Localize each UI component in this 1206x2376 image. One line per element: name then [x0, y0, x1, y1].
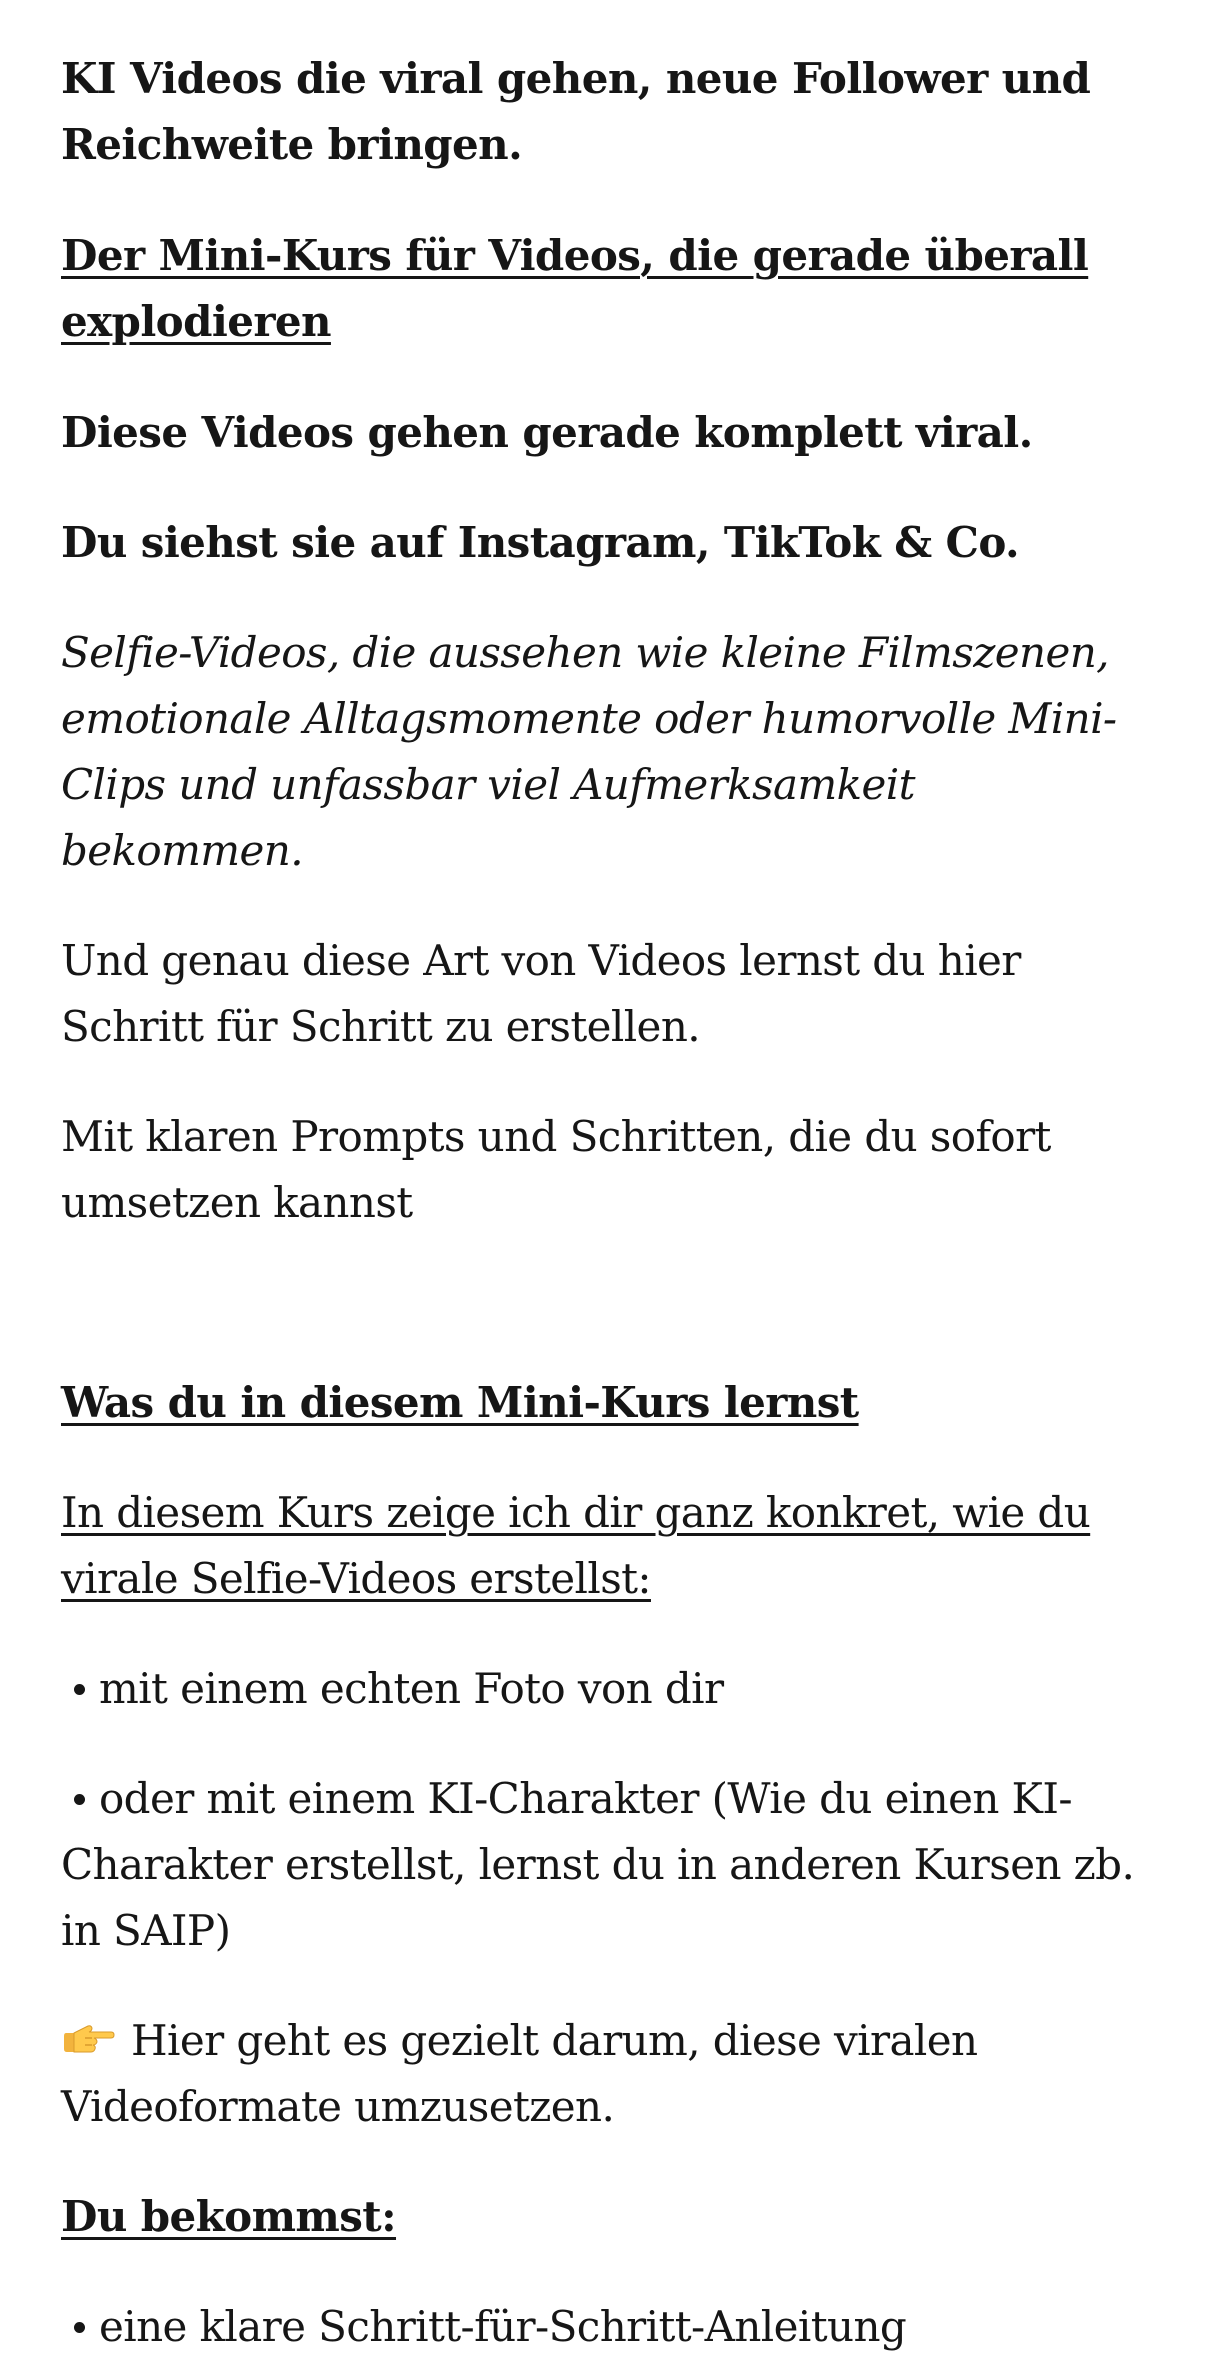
bullet-icon [74, 1684, 85, 1695]
headline: KI Videos die viral gehen, neue Follower und Reichweite bringen. [61, 54, 1091, 169]
pointing-hand-icon [61, 2022, 115, 2054]
section-intro: In diesem Kurs zeige ich dir ganz konkret, wie du virale Selfie-Videos erstellst: [61, 1488, 1091, 1603]
platforms-statement: Du siehst sie auf Instagram, TikTok & Co. [61, 518, 1020, 567]
note-paragraph [61, 2008, 1151, 2140]
subheadline: Der Mini-Kurs für Videos, die gerade überall explodieren [61, 231, 1089, 346]
list-item [61, 1766, 1151, 1964]
list-item [61, 2294, 1151, 2360]
list-item [61, 1656, 1151, 1722]
bullet-icon [74, 1794, 85, 1805]
prompts-statement: Mit klaren Prompts und Schritten, die du sofort umsetzen kannst [61, 1112, 1051, 1227]
section-heading-learn: Was du in diesem Mini-Kurs lernst [61, 1378, 859, 1427]
learn-statement: Und genau diese Art von Videos lernst du hier Schritt für Schritt zu erstellen. [61, 936, 1021, 1051]
list-item-text: oder mit einem KI-Charakter (Wie du einen KI-Charakter erstellst, lernst du in anderen Kursen zb. in SAIP) [61, 1774, 1135, 1955]
bullet-icon [74, 2322, 85, 2333]
article-body [61, 46, 1151, 2360]
list-item-text: eine klare Schritt-für-Schritt-Anleitung [99, 2302, 907, 2351]
note-text: Hier geht es gezielt darum, diese viralen Videoformate umzusetzen. [61, 2016, 978, 2131]
list-item-text: mit einem echten Foto von dir [99, 1664, 724, 1713]
section-heading-get: Du bekommst: [61, 2192, 397, 2241]
viral-statement: Diese Videos gehen gerade komplett viral. [61, 408, 1033, 457]
description-paragraph: Selfie-Videos, die aussehen wie kleine Filmszenen, emotionale Alltagsmomente oder humorvolle Mini-Clips und unfassbar viel Aufmerksamkeit bekommen. [61, 628, 1117, 875]
